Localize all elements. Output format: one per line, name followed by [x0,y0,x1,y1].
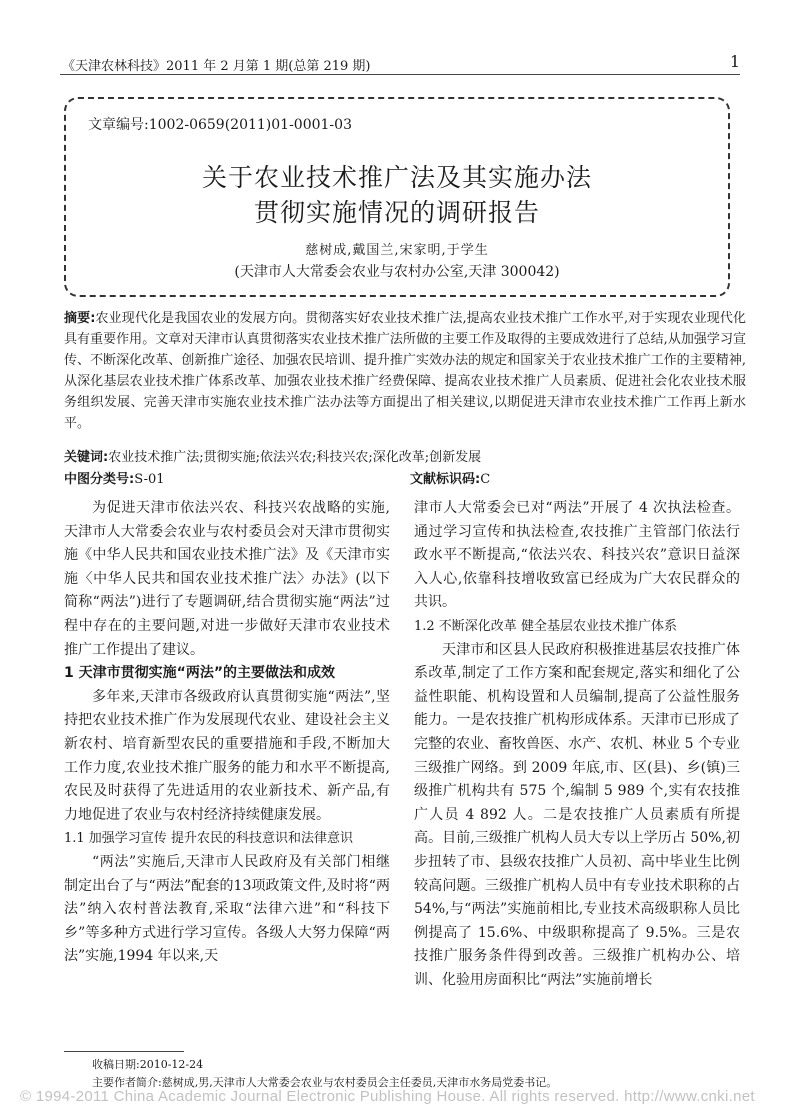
title-line-1: 关于农业技术推广法及其实施办法 [201,163,592,192]
subsection-heading: 1.2 不断深化改革 健全基层农业技术推广体系 [414,618,677,634]
clc-label: 中图分类号: [64,472,135,487]
copyright-watermark: © 1994-2011 China Academic Journal Electronic Publishing House. All rights reserved. http://www.cnki.net [20,1088,755,1105]
section-heading: 1 天津市贯彻实施“两法”的主要做法和成效 [64,665,336,682]
paper-title [64,160,730,230]
paragraph: 多年来,天津市各级政府认真贯彻实施“两法”,坚持把农业技术推广作为发展现代农业、建设社会主义新农村、培育新型农民的重要措施和手段,不断加大工作力度,农业技术推广服务的能力和水平不断提高,农民及时获得了先进适用的农业新技术、新产品,有力地促进了农业与农村经济持续健康发展。 [64,688,390,823]
clc-value: S-01 [134,472,165,487]
document-code [410,468,490,487]
doc-code-value: C [480,472,491,487]
abstract-label: 摘要: [64,311,96,326]
body-column-left [64,497,390,969]
doc-code-label: 文献标识码: [410,472,481,487]
subsection-heading: 1.1 加强学习宣传 提升农民的科技意识和法律意识 [64,831,353,847]
abstract [64,308,746,434]
authors: 慈树成,戴国兰,宋家明,于学生 [305,243,489,258]
abstract-text: 农业现代化是我国农业的发展方向。贯彻落实好农业技术推广法,提高农业技术推广工作水平,对于实现农业现代化具有重要作用。文章对天津市认真贯彻落实农业技术推广法所做的主要工作及取得的主要成效进行了总结,从加强学习宣传、不断深化改革、创新推广途径、加强农民培训、提升推广实效办法的规定和国家关于农业技术推广工作的主要精神,从深化基层农业技术推广体系改革、加强农业技术推广经费保障、提高农业技术推广人员素质、促进社会化农业技术服务组织发展、完善天津市实施农业技术推广法办法等方面提出了相关建议,以期促进天津市农业技术推广工作再上新水平。 [64,311,747,431]
received-date: 收稿日期:2010-12-24 [92,1058,204,1071]
running-head: 《天津农林科技》2011 年 2 月第 1 期(总第 219 期) [62,59,371,74]
article-number: 文章编号:1002-0659(2011)01-0001-03 [88,117,352,133]
paragraph: “两法”实施后,天津市人民政府及有关部门相继制定出台了与“两法”配套的13项政策文件,及时将“两法”纳入农村普法教育,采取“法律六进”和“科技下乡”等多种方式进行学习宣传。各级人大努力保障“两法”实施,1994 年以来,天 [64,853,390,965]
affiliation: (天津市人大常委会农业与农村办公室,天津 300042) [234,264,560,280]
page-number: 1 [729,52,740,71]
paragraph: 津市人大常委会已对“两法”开展了 4 次执法检查。通过学习宣传和执法检查,农技推广主管部门依法行政水平不断提高,“依法兴农、科技兴农”意识日益深入人心,依靠科技增收致富已经成为广大农民群众的共识。 [414,500,740,611]
paragraph: 天津市和区县人民政府积极推进基层农技推广体系改革,制定了工作方案和配套规定,落实和细化了公益性职能、机构设置和人员编制,提高了公益性服务能力。一是农技推广机构形成体系。天津市已形成了完整的农业、畜牧兽医、水产、农机、林业 5 个专业三级推广网络。到 2009 年底,市、区(县)、乡(镇)三级推广机构共有 575 个,编制 5 989 个,实有农技推广人员 4 892 人。二是农技推广人员素质有所提高。目前,三级推广机构人员大专以上学历占 50%,初步扭转了市、县级农技推广人员初、高中毕业生比例较高问题。三级推广机构人员中有专业技术职称的占 54%,与“两法”实施前相比,专业技术高级职称人员比例提高了 15.6%、中级职称提高了 9.5%。三是农技推广服务条件得到改善。三级推广机构办公、培训、化验用房面积比“两法”实施前增长 [414,641,740,988]
author-bio: 主要作者简介:慈树成,男,天津市人大常委会农业与农村委员会主任委员,天津市水务局党委书记。 [92,1076,558,1089]
keywords [64,447,746,468]
paragraph: 为促进天津市依法兴农、科技兴农战略的实施,天津市人大常委会农业与农村委员会对天津市贯彻实施《中华人民共和国农业技术推广法》及《天津市实施〈中华人民共和国农业技术推广法〉办法》(以下简称“两法”)进行了专题调研,结合贯彻实施“两法”过程中存在的主要问题,对进一步做好天津市农业技术推广工作提出了建议。 [64,500,390,658]
header-rule [60,74,740,75]
body-column-right [414,497,740,992]
title-line-2: 贯彻实施情况的调研报告 [253,198,540,227]
keywords-label: 关键词: [64,450,109,465]
keywords-text: 农业技术推广法;贯彻实施;依法兴农;科技兴农;深化改革;创新发展 [108,450,482,465]
clc-number [64,468,165,487]
footnote-rule [64,1051,184,1052]
